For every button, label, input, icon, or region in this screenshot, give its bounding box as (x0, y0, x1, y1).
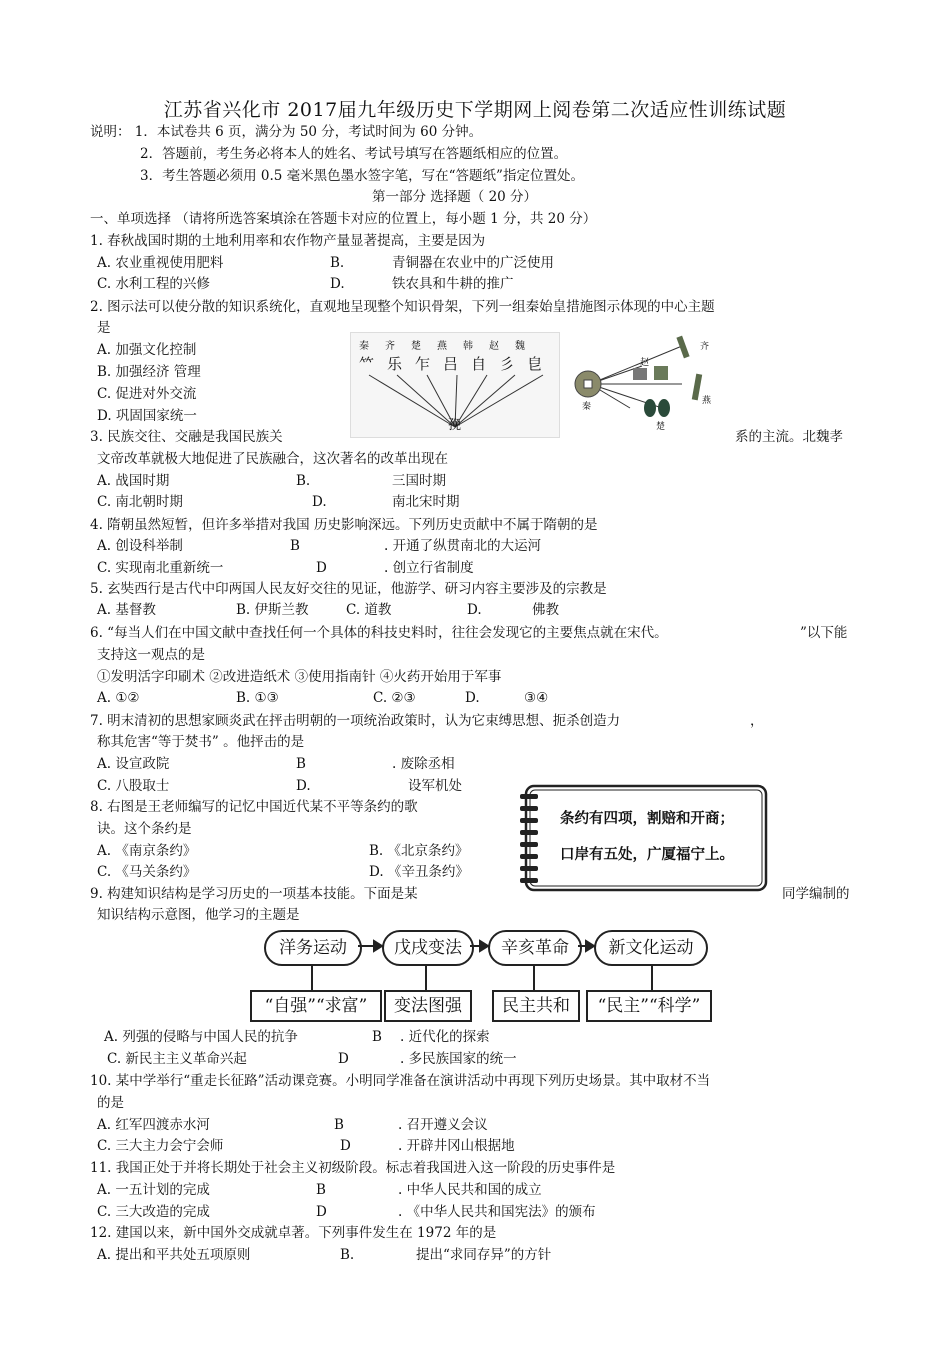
coin-unification-diagram (570, 328, 720, 434)
q6-stem: 6. “每当人们在中国文献中查找任何一个具体的科技史料时，往往会发现它的主要焦点就在宋代。 (90, 625, 668, 641)
q2-stem-2: 是 (97, 320, 111, 336)
q4-option-c: C. 实现南北重新统一 (97, 560, 224, 576)
q9-stem-right: 同学编制的 (782, 886, 850, 902)
script-yan: 吕 (443, 355, 472, 373)
coin-state-qin: 秦 (582, 402, 592, 412)
flow-node-3: 辛亥革命 (488, 930, 582, 966)
instruction-2: 2．答题前，考生务必将本人的姓名、考试号填写在答题纸相应的位置。 (140, 146, 568, 162)
q2-option-c: C. 促进对外交流 (97, 386, 197, 402)
note-line-1: 条约有四项，割赔和开商； (560, 811, 734, 827)
q7-option-b: . 废除丞相 (392, 756, 455, 772)
script-wei: 皀 (527, 355, 556, 373)
flow-sub-1: “自强”“求富” (250, 990, 382, 1022)
q5-option-d-letter: D. (467, 602, 482, 618)
q6-option-a: A. ①② (97, 690, 140, 706)
q9-stem: 9. 构建知识结构是学习历史的一项基本技能。下面是某 (90, 886, 418, 902)
q3-option-b: 三国时期 (392, 473, 446, 489)
q8-option-c: C. 《马关条约》 (97, 864, 197, 880)
flow-node-1: 洋务运动 (264, 930, 362, 966)
script-han: 自 (471, 355, 500, 373)
q7-option-c: C. 八股取士 (97, 778, 170, 794)
q10-stem: 10. 某中学举行“重走长征路”活动课竞赛。小明同学准备在演讲活动中再现下列历史场景。其中取材不当 (90, 1073, 711, 1089)
q10-option-c: C. 三大主力会宁会师 (97, 1138, 224, 1154)
notebook-frame (520, 782, 770, 894)
q1-stem: 1. 春秋战国时期的土地利用率和农作物产量显著提高，主要是因为 (90, 233, 486, 249)
script-zhao: 彡 (499, 355, 528, 373)
q12-option-a: A. 提出和平共处五项原则 (97, 1247, 251, 1263)
q9-option-b: . 近代化的探索 (400, 1029, 490, 1045)
q3-option-b-letter: B. (296, 473, 311, 489)
q6-option-c: C. ②③ (373, 690, 416, 706)
q1-option-c: C. 水利工程的兴修 (97, 276, 210, 292)
q8-option-d: D. 《辛丑条约》 (369, 864, 469, 880)
q2-option-d: D. 巩固国家统一 (97, 408, 197, 424)
q6-statements: ①发明活字印刷术 ②改进造纸术 ③使用指南针 ④火药开始用于军事 (97, 669, 502, 685)
q9-option-b-letter: B (372, 1029, 382, 1045)
q12-stem: 12. 建国以来，新中国外交成就卓著。下列事件发生在 1972 年的是 (90, 1225, 497, 1241)
q7-option-a: A. 设宣政院 (97, 756, 170, 772)
state-wei: 魏 (515, 341, 541, 352)
instruction-3: 3．考生答题必须用 0.5 毫米黑色墨水签字笔，写在“答题纸”指定位置处。 (140, 168, 584, 184)
q8-stem: 8. 右图是王老师编写的记忆中国近代某不平等条约的歌 (90, 799, 418, 815)
flow-node-2: 戊戌变法 (382, 930, 474, 966)
unified-script: 㝃 (448, 418, 462, 433)
q11-option-b: . 中华人民共和国的成立 (398, 1182, 542, 1198)
q10-option-d: . 开辟井冈山根据地 (398, 1138, 515, 1154)
state-names (359, 338, 541, 356)
q11-option-c: C. 三大改造的完成 (97, 1204, 210, 1220)
state-zhao: 赵 (489, 341, 515, 352)
coin-state-chu: 楚 (656, 422, 666, 432)
ancient-scripts (359, 355, 555, 373)
q5-option-c: C. 道教 (346, 602, 392, 618)
q11-option-d-letter: D (316, 1204, 327, 1220)
flow-sub-4: “民主”“科学” (586, 990, 712, 1022)
q10-option-b-letter: B (334, 1117, 344, 1133)
q2-stem: 2. 图示法可以使分散的知识系统化，直观地呈现整个知识骨架，下列一组秦始皇措施图示体现的中心主题 (90, 299, 715, 315)
script-qin: 𥫗 (359, 355, 388, 373)
coin-state-qi: 齐 (700, 342, 710, 352)
state-yan: 燕 (437, 341, 463, 352)
q3-option-c: C. 南北朝时期 (97, 494, 183, 510)
q7-option-b-letter: B (296, 756, 306, 772)
q1-option-d-letter: D. (330, 276, 345, 292)
q3-option-d-letter: D. (312, 494, 327, 510)
state-han: 韩 (463, 341, 489, 352)
q4-stem: 4. 隋朝虽然短暂，但许多举措对我国 历史影响深远。下列历史贡献中不属于隋朝的是 (90, 517, 598, 533)
q11-option-d: . 《中华人民共和国宪法》的颁布 (398, 1204, 596, 1220)
q9-option-c: C. 新民主主义革命兴起 (107, 1051, 247, 1067)
q8-stem-2: 诀。这个条约是 (97, 821, 192, 837)
q4-option-b-letter: B (290, 538, 300, 554)
q1-option-d: 铁农具和牛耕的推广 (392, 276, 514, 292)
exam-title: 江苏省兴化市 2017届九年级历史下学期网上阅卷第二次适应性训练试题 (163, 99, 787, 121)
coin-state-yan: 燕 (702, 396, 712, 406)
q7-stem-end: ， (750, 713, 764, 729)
script-chu: 乍 (415, 355, 444, 373)
q10-option-a: A. 红军四渡赤水河 (97, 1117, 210, 1133)
q9-option-d: . 多民族国家的统一 (400, 1051, 517, 1067)
q5-stem: 5. 玄奘西行是古代中印两国人民友好交往的见证，他游学、研习内容主要涉及的宗教是 (90, 581, 607, 597)
q6-option-b: B. ①③ (236, 690, 279, 706)
q5-option-a: A. 基督教 (97, 602, 156, 618)
instruction-1: 说明： 1．本试卷共 6 页，满分为 50 分，考试时间为 60 分钟。 (90, 124, 483, 140)
section-heading: 一、单项选择 （请将所选答案填涂在答题卡对应的位置上，每小题 1 分，共 20 分） (90, 211, 597, 227)
q1-option-b: 青铜器在农业中的广泛使用 (392, 255, 554, 271)
mnemonic-notebook (520, 782, 770, 894)
q10-stem-2: 的是 (97, 1095, 124, 1111)
q12-option-b: 提出“求同存异”的方针 (416, 1247, 552, 1263)
q6-stem-end: ”以下能 (800, 625, 848, 641)
q6-stem-2: 支持这一观点的是 (97, 647, 205, 663)
note-line-2: 口岸有五处，广厦福宁上。 (560, 847, 734, 863)
flow-sub-3: 民主共和 (492, 990, 580, 1022)
knowledge-structure-diagram (248, 926, 718, 1026)
script-qi: 乐 (387, 355, 416, 373)
flow-node-4: 新文化运动 (594, 930, 708, 966)
state-qin: 秦 (359, 341, 385, 352)
coin-diagram-lines (570, 328, 720, 434)
q3-stem-right: 系的主流。北魏孝 (735, 429, 843, 445)
q12-option-b-letter: B. (340, 1247, 355, 1263)
part-heading: 第一部分 选择题（ 20 分） (372, 189, 538, 205)
q6-option-d: ③④ (524, 690, 549, 706)
q4-option-a: A. 创设科举制 (97, 538, 183, 554)
q3-option-a: A. 战国时期 (97, 473, 170, 489)
q6-option-d-letter: D. (465, 690, 480, 706)
q5-option-d: 佛教 (532, 602, 559, 618)
script-unification-diagram (350, 332, 560, 438)
q11-option-b-letter: B (316, 1182, 326, 1198)
q7-stem-2: 称其危害“等于焚书” 。他抨击的是 (97, 734, 305, 750)
q7-stem: 7. 明末清初的思想家顾炎武在抨击明朝的一项统治政策时，认为它束缚思想、扼杀创造力 (90, 713, 621, 729)
q3-option-d: 南北宋时期 (392, 494, 460, 510)
q8-option-a: A. 《南京条约》 (97, 843, 197, 859)
q2-option-b: B. 加强经济 管理 (97, 364, 201, 380)
q1-option-a: A. 农业重视使用肥料 (97, 255, 224, 271)
q2-option-a: A. 加强文化控制 (97, 342, 197, 358)
state-chu: 楚 (411, 341, 437, 352)
q11-stem: 11. 我国正处于并将长期处于社会主义初级阶段。标志着我国进入这一阶段的历史事件是 (90, 1160, 616, 1176)
coin-state-zhao: 赵 (640, 358, 650, 368)
q10-option-b: . 召开遵义会议 (398, 1117, 488, 1133)
q5-option-b: B. 伊斯兰教 (236, 602, 309, 618)
q10-option-d-letter: D (340, 1138, 351, 1154)
q8-option-b: B. 《北京条约》 (369, 843, 469, 859)
q9-stem-2: 知识结构示意图，他学习的主题是 (97, 907, 300, 923)
q9-option-a: A. 列强的侵略与中国人民的抗争 (104, 1029, 298, 1045)
q7-option-d-letter: D. (296, 778, 311, 794)
q3-stem-2: 文帝改革就极大地促进了民族融合，这次著名的改革出现在 (97, 451, 448, 467)
q11-option-a: A. 一五计划的完成 (97, 1182, 210, 1198)
flow-sub-2: 变法图强 (384, 990, 472, 1022)
state-qi: 齐 (385, 341, 411, 352)
q4-option-d: . 创立行省制度 (384, 560, 474, 576)
q3-stem: 3. 民族交往、交融是我国民族关 (90, 429, 283, 445)
q7-option-d: 设军机处 (408, 778, 462, 794)
q1-option-b-letter: B. (330, 255, 345, 271)
q4-option-d-letter: D (316, 560, 327, 576)
q9-option-d-letter: D (338, 1051, 349, 1067)
q4-option-b: . 开通了纵贯南北的大运河 (384, 538, 542, 554)
